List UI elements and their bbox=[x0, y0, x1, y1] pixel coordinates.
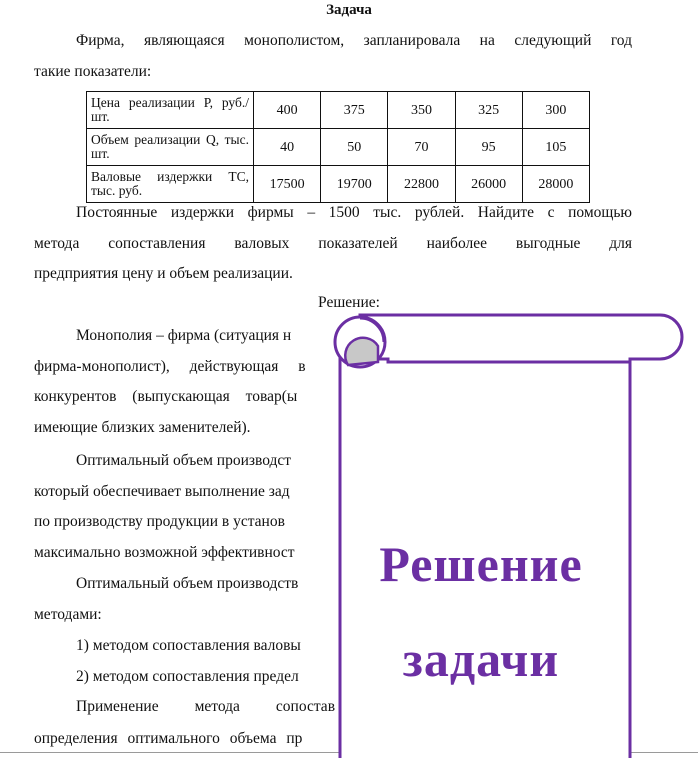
table-cell: 300 bbox=[522, 92, 589, 129]
banner-title-line-1: Решение bbox=[379, 536, 583, 592]
text-segment: фирма-монополист), действующая в bbox=[34, 358, 306, 375]
table-row bbox=[87, 129, 590, 166]
text-segment: конкурентов (выпускающая товар(ы bbox=[34, 388, 298, 405]
text-segment: определения оптимального объема пр bbox=[34, 730, 303, 747]
table-cell: 400 bbox=[254, 92, 321, 129]
text-segment: Применение bbox=[76, 698, 159, 715]
solution-p2-line-3: по производству продукции в установ bbox=[34, 513, 285, 530]
scroll-curl-inner bbox=[345, 338, 378, 365]
text-segment: сопостав bbox=[275, 698, 336, 715]
solution-list-item-2: 2) методом сопоставления предел bbox=[76, 668, 299, 685]
table-row-label: Валовые издержки ТС, тыс. руб. bbox=[87, 166, 254, 203]
table-cell: 70 bbox=[388, 129, 455, 166]
table-row bbox=[87, 92, 590, 129]
solution-p3-line-1: Оптимальный объем производств bbox=[76, 575, 299, 592]
scroll-banner-graphic bbox=[330, 310, 690, 758]
task-line-1: Постоянные издержки фирмы – 1500 тыс. рублей. Найдите с помощью bbox=[76, 204, 632, 221]
solution-p2-line-1: Оптимальный объем производст bbox=[76, 452, 292, 469]
task-line-2: метода сопоставления валовых показателей наиболее выгодные для bbox=[34, 235, 632, 252]
task-line-3: предприятия цену и объем реализации. bbox=[34, 265, 293, 282]
banner-title-line-2: задачи bbox=[402, 631, 560, 687]
scroll-top-roll bbox=[360, 315, 682, 362]
indicators-table bbox=[86, 91, 590, 203]
table-cell: 375 bbox=[321, 92, 388, 129]
table-cell: 325 bbox=[455, 92, 522, 129]
solution-p2-line-2: который обеспечивает выполнение зад bbox=[34, 483, 290, 500]
table-row-label: Объем реализации Q, тыс. шт. bbox=[87, 129, 254, 166]
solution-p2-line-4: максимально возможной эффективност bbox=[34, 544, 295, 561]
table-cell: 19700 bbox=[321, 166, 388, 203]
intro-line-2: такие показатели: bbox=[34, 63, 152, 80]
table-cell: 26000 bbox=[455, 166, 522, 203]
intro-line-1: Фирма, являющаяся монополистом, запланировала на следующий год bbox=[76, 32, 632, 49]
solution-p3-line-2: методами: bbox=[34, 606, 102, 623]
table-cell: 50 bbox=[321, 129, 388, 166]
table-cell: 350 bbox=[388, 92, 455, 129]
text-segment: метода bbox=[194, 698, 240, 715]
solution-list-item-1: 1) методом сопоставления валовы bbox=[76, 637, 301, 654]
solution-p1-line-1: Монополия – фирма (ситуация н bbox=[76, 327, 292, 344]
solution-p1-line-4: имеющие близких заменителей). bbox=[34, 419, 251, 436]
table-cell: 22800 bbox=[388, 166, 455, 203]
table-cell: 40 bbox=[254, 129, 321, 166]
table-cell: 17500 bbox=[254, 166, 321, 203]
table-cell: 105 bbox=[522, 129, 589, 166]
table-cell: 95 bbox=[455, 129, 522, 166]
task-heading: Задача bbox=[326, 2, 372, 18]
table-row bbox=[87, 166, 590, 203]
solution-heading: Решение: bbox=[318, 294, 380, 311]
table-cell: 28000 bbox=[522, 166, 589, 203]
table-row-label: Цена реализации Р, руб./шт. bbox=[87, 92, 254, 129]
